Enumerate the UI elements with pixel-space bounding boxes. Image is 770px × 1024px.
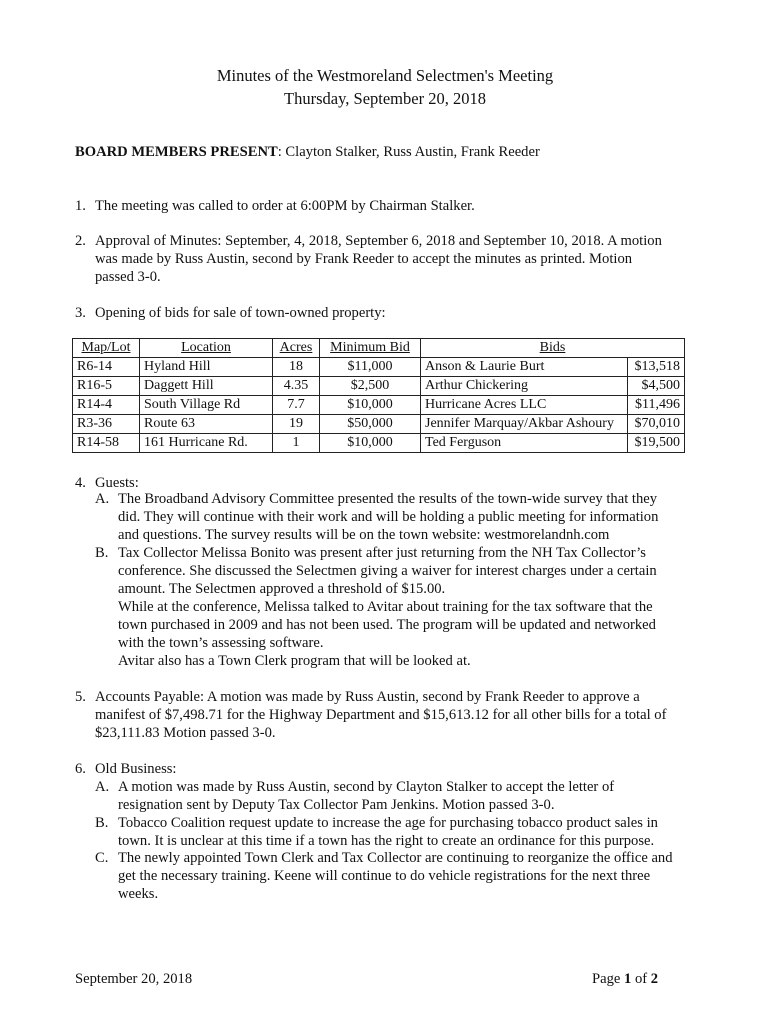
table-cell: Hurricane Acres LLC xyxy=(421,396,628,415)
col-header: Minimum Bid xyxy=(330,340,410,355)
subitem-letter: A. xyxy=(95,491,110,507)
table-header xyxy=(73,339,685,358)
subitem-letter: A. xyxy=(95,779,110,795)
subitem-text: Tobacco Coalition request update to increase the age for purchasing tobacco product sales in xyxy=(118,815,658,831)
subitem-letter: B. xyxy=(95,815,109,831)
table-cell: R16-5 xyxy=(73,377,140,396)
table-cell: $2,500 xyxy=(320,377,421,396)
table-cell: $11,000 xyxy=(320,358,421,377)
subitem-text: A motion was made by Russ Austin, second by Clayton Stalker to accept the letter of xyxy=(118,779,615,795)
table-cell: $19,500 xyxy=(628,434,685,453)
table-cell: Jennifer Marquay/Akbar Ashoury xyxy=(421,415,628,434)
table-cell: Route 63 xyxy=(140,415,273,434)
table-cell: R14-4 xyxy=(73,396,140,415)
table-cell: $11,496 xyxy=(628,396,685,415)
subitem-text: The Broadband Advisory Committee presented the results of the town-wide survey that they xyxy=(118,491,658,507)
title-line: Minutes of the Westmoreland Selectmen's Meeting xyxy=(216,66,554,85)
table-row xyxy=(73,396,685,415)
subitem-text: amount. The Selectmen approved a threshold of $15.00. xyxy=(118,581,446,597)
item-text: Opening of bids for sale of town-owned property: xyxy=(95,305,386,321)
item-number: 5. xyxy=(75,689,86,705)
subitem-letter: C. xyxy=(95,850,109,866)
table-cell: 18 xyxy=(273,358,320,377)
table-cell: Hyland Hill xyxy=(140,358,273,377)
title-date: Thursday, September 20, 2018 xyxy=(284,89,486,108)
item-text: passed 3-0. xyxy=(95,269,161,285)
table-cell: 19 xyxy=(273,415,320,434)
col-header: Bids xyxy=(539,340,566,355)
board-members-list: : Clayton Stalker, Russ Austin, Frank Reeder xyxy=(277,144,540,160)
table-cell: Daggett Hill xyxy=(140,377,273,396)
subitem-text: resignation sent by Deputy Tax Collector Pam Jenkins. Motion passed 3-0. xyxy=(118,797,555,813)
table-cell: 4.35 xyxy=(273,377,320,396)
page-current: 1 xyxy=(624,971,632,987)
table-cell: 1 xyxy=(273,434,320,453)
footer-date: September 20, 2018 xyxy=(75,971,193,987)
subitem-text: The newly appointed Town Clerk and Tax Collector are continuing to reorganize the office and xyxy=(118,850,673,866)
table-cell: Ted Ferguson xyxy=(421,434,628,453)
board-label: BOARD MEMBERS PRESENT xyxy=(75,144,278,160)
subitem-letter: B. xyxy=(95,545,109,561)
table-cell: Arthur Chickering xyxy=(421,377,628,396)
page-number xyxy=(592,970,658,988)
item-number: 6. xyxy=(75,761,86,777)
item-number: 1. xyxy=(75,198,86,214)
subitem-text: and questions. The survey results will be on the town website: westmorelandnh.com xyxy=(118,527,610,543)
subitem-text: town purchased in 2009 and has not been used. The program will be updated and networked xyxy=(118,617,656,633)
bids-table xyxy=(72,338,685,453)
item-text: The meeting was called to order at 6:00PM by Chairman Stalker. xyxy=(95,198,475,214)
page-label: Page xyxy=(592,971,625,987)
subitem-text: Tax Collector Melissa Bonito was present after just returning from the NH Tax Collector’s xyxy=(118,545,646,561)
table-row xyxy=(73,358,685,377)
item-text: Accounts Payable: A motion was made by Russ Austin, second by Frank Reeder to approve a xyxy=(95,689,640,705)
table-cell: R14-58 xyxy=(73,434,140,453)
document-title xyxy=(0,64,770,110)
table-cell: $10,000 xyxy=(320,396,421,415)
table-row xyxy=(73,377,685,396)
table-cell: $13,518 xyxy=(628,358,685,377)
table-cell: Anson & Laurie Burt xyxy=(421,358,628,377)
table-cell: R6-14 xyxy=(73,358,140,377)
item-number: 4. xyxy=(75,475,86,491)
table-cell: $10,000 xyxy=(320,434,421,453)
item-text: Old Business: xyxy=(95,761,177,777)
item-text: Guests: xyxy=(95,475,139,491)
subitem-text: with the town’s assessing software. xyxy=(118,635,324,651)
subitem-text: conference. She discussed the Selectmen giving a waiver for interest charges under a certain xyxy=(118,563,657,579)
board-members xyxy=(75,143,540,161)
item-text: Approval of Minutes: September, 4, 2018, September 6, 2018 and September 10, 2018. A motion xyxy=(95,233,662,249)
table-cell: $50,000 xyxy=(320,415,421,434)
table-cell: $70,010 xyxy=(628,415,685,434)
table-row xyxy=(73,434,685,453)
table-cell: R3-36 xyxy=(73,415,140,434)
item-text: was made by Russ Austin, second by Frank Reeder to accept the minutes as printed. Motion xyxy=(95,251,633,267)
page-total: 2 xyxy=(650,971,659,987)
table-row xyxy=(73,415,685,434)
item-text: manifest of $7,498.71 for the Highway Department and $15,613.12 for all other bills for a total of xyxy=(95,707,667,723)
item-text: $23,111.83 Motion passed 3-0. xyxy=(95,725,276,741)
table-cell: 7.7 xyxy=(273,396,320,415)
col-header: Map/Lot xyxy=(81,340,131,355)
table-cell: South Village Rd xyxy=(140,396,273,415)
col-header: Location xyxy=(181,340,231,355)
subitem-text: weeks. xyxy=(118,886,159,902)
subitem-text: town. It is unclear at this time if a town has the right to create an ordinance for this purpose. xyxy=(118,833,655,849)
item-number: 2. xyxy=(75,233,86,249)
subitem-text: While at the conference, Melissa talked to Avitar about training for the tax software that the xyxy=(118,599,653,615)
subitem-text: Avitar also has a Town Clerk program that will be looked at. xyxy=(118,653,471,669)
table-cell: 161 Hurricane Rd. xyxy=(140,434,273,453)
table-cell: $4,500 xyxy=(628,377,685,396)
subitem-text: get the necessary training. Keene will continue to do vehicle registrations for the next three xyxy=(118,868,651,884)
col-header: Acres xyxy=(279,340,313,355)
subitem-text: did. They will continue with their work and will be holding a public meeting for information xyxy=(118,509,659,525)
page-of: of xyxy=(631,971,651,987)
item-number: 3. xyxy=(75,305,86,321)
